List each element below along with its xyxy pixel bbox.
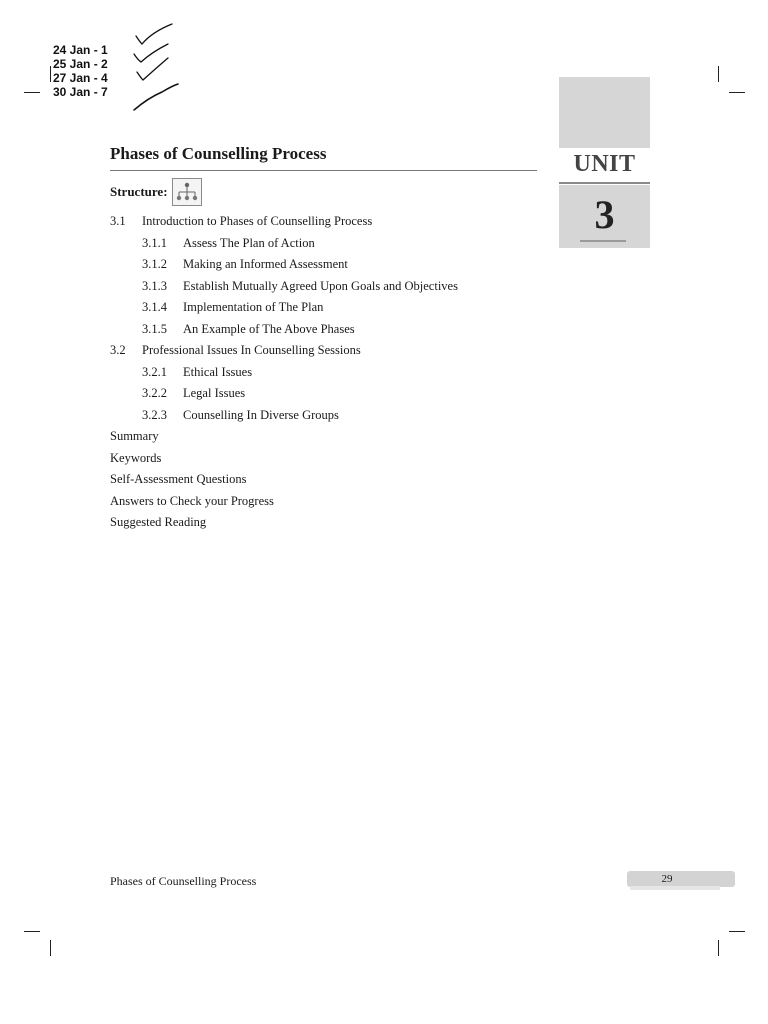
- toc-item-text: Professional Issues In Counselling Sessions: [142, 343, 361, 357]
- handwritten-note: 25 Jan - 2: [53, 57, 108, 71]
- toc-item-number: 3.2.2: [142, 386, 167, 400]
- toc-item: [110, 254, 550, 276]
- toc-item-text: Self-Assessment Questions: [110, 472, 247, 486]
- hierarchy-icon: [172, 178, 202, 206]
- toc-item-text: Implementation of The Plan: [183, 300, 324, 314]
- toc-item-number: 3.1.3: [142, 278, 167, 293]
- toc-item-text: An Example of The Above Phases: [183, 321, 355, 336]
- structure-heading: [110, 178, 202, 206]
- toc-item: [110, 491, 550, 513]
- handwritten-note: 30 Jan - 7: [53, 85, 108, 99]
- toc-item-number: 3.1: [110, 214, 126, 228]
- crop-mark: [24, 92, 40, 93]
- structure-label: Structure:: [110, 184, 168, 199]
- check-mark-icon: [134, 44, 168, 62]
- toc-item-text: Ethical Issues: [183, 364, 253, 379]
- toc-item: [110, 448, 550, 470]
- toc-item: [110, 426, 550, 448]
- check-mark-icon: [136, 24, 172, 44]
- handwritten-note: 27 Jan - 4: [53, 71, 108, 85]
- toc-item-text: Making an Informed Assessment: [183, 257, 348, 271]
- footer-title: Phases of Counselling Process: [110, 874, 257, 888]
- toc-item-number: 3.1.4: [142, 300, 167, 314]
- toc-item-text: Keywords: [110, 450, 162, 465]
- toc-item-number: 3.2: [110, 343, 126, 357]
- toc-item-text: Introduction to Phases of Counselling Process: [142, 214, 373, 228]
- unit-label: UNIT: [573, 151, 636, 177]
- unit-divider: [559, 182, 650, 184]
- toc-item-text: Counselling In Diverse Groups: [183, 407, 339, 422]
- toc-item-number: 3.2.1: [142, 364, 167, 379]
- title-divider: [110, 170, 537, 171]
- toc-item: [110, 469, 550, 491]
- toc-item-number: 3.1.1: [142, 235, 167, 250]
- crop-mark: [718, 66, 719, 82]
- page-number: 29: [661, 873, 673, 885]
- unit-number-underline: [580, 240, 626, 242]
- toc-item: [110, 233, 550, 255]
- crop-mark: [24, 931, 40, 932]
- check-mark-icon: [134, 84, 178, 110]
- toc-item-number: 3.1.2: [142, 257, 167, 271]
- toc-item: [110, 211, 550, 233]
- crop-mark: [729, 931, 745, 932]
- crop-mark: [50, 940, 51, 956]
- toc-item-text: Summary: [110, 429, 159, 443]
- toc-item: [110, 362, 550, 384]
- unit-number: 3: [594, 192, 615, 237]
- toc-item-number: 3.2.3: [142, 407, 167, 422]
- page-title: Phases of Counselling Process: [110, 144, 327, 163]
- crop-mark: [718, 940, 719, 956]
- handwritten-note: 24 Jan - 1: [53, 43, 108, 57]
- handwritten-notes: [53, 43, 108, 99]
- toc-item: [110, 405, 550, 427]
- toc-item-text: Assess The Plan of Action: [183, 235, 315, 250]
- toc-item-text: Legal Issues: [183, 386, 246, 400]
- toc-item: [110, 297, 550, 319]
- toc-item-number: 3.1.5: [142, 321, 167, 336]
- toc-item: [110, 383, 550, 405]
- crop-mark: [50, 66, 51, 82]
- toc-item: [110, 319, 550, 341]
- handwritten-checkmarks: [128, 22, 184, 114]
- table-of-contents: [110, 211, 550, 534]
- toc-item-text: Suggested Reading: [110, 515, 207, 529]
- toc-item: [110, 512, 550, 534]
- unit-box-top: [559, 77, 650, 148]
- toc-item: [110, 276, 550, 298]
- toc-item: [110, 340, 550, 362]
- toc-item-text: Establish Mutually Agreed Upon Goals and Objectives: [183, 278, 458, 293]
- toc-item-text: Answers to Check your Progress: [110, 493, 274, 508]
- crop-mark: [729, 92, 745, 93]
